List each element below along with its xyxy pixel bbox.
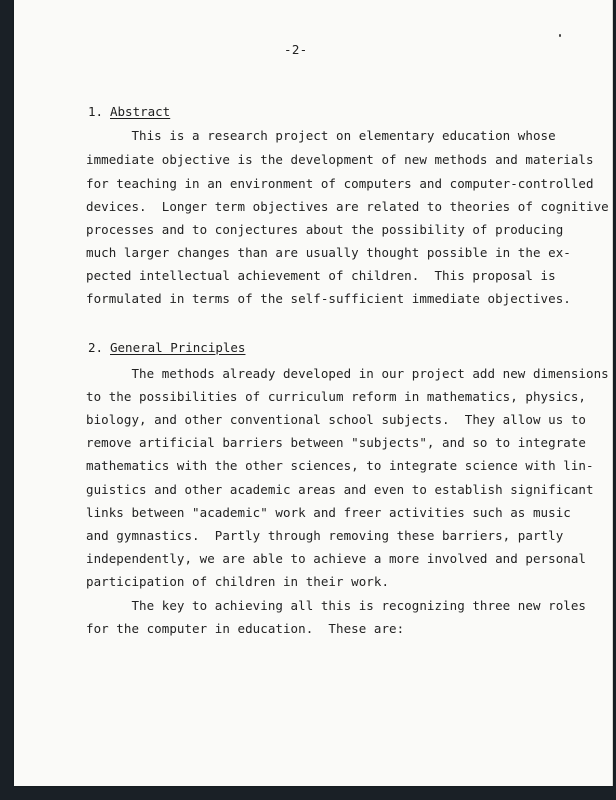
text-line: links between "academic" work and freer activities such as music [86, 505, 571, 520]
text-line: pected intellectual achievement of children. This proposal is [86, 268, 556, 283]
text-line: for the computer in education. These are: [86, 621, 405, 636]
section-heading-general-principles [88, 340, 245, 355]
text-line: to the possibilities of curriculum reform in mathematics, physics, [86, 389, 586, 404]
text-line: The key to achieving all this is recognizing three new roles [86, 598, 586, 613]
text-line: The methods already developed in our project add new dimensions [86, 366, 609, 381]
paper-speck [559, 34, 561, 37]
text-line: biology, and other conventional school subjects. They allow us to [86, 412, 586, 427]
text-line: This is a research project on elementary education whose [86, 128, 556, 143]
text-line: and gymnastics. Partly through removing these barriers, partly [86, 528, 564, 543]
text-line: mathematics with the other sciences, to integrate science with lin- [86, 458, 594, 473]
text-line: guistics and other academic areas and even to establish significant [86, 482, 594, 497]
text-line: immediate objective is the development of new methods and materials [86, 152, 594, 167]
text-line: independently, we are able to achieve a more involved and personal [86, 551, 586, 566]
text-line: participation of children in their work. [86, 574, 390, 589]
section-heading-abstract [88, 104, 170, 119]
text-line: formulated in terms of the self-sufficient immediate objectives. [86, 291, 571, 306]
section-title: Abstract [110, 104, 171, 119]
text-line: much larger changes than are usually thought possible in the ex- [86, 245, 571, 260]
document-page [14, 0, 613, 786]
page-number: -2- [284, 42, 308, 57]
text-line: devices. Longer term objectives are related to theories of cognitive [86, 199, 609, 214]
section-title: General Principles [110, 340, 246, 355]
text-line: remove artificial barriers between "subjects", and so to integrate [86, 435, 586, 450]
section-number: 1. [88, 104, 104, 119]
section-number: 2. [88, 340, 104, 355]
text-line: processes and to conjectures about the possibility of producing [86, 222, 564, 237]
text-line: for teaching in an environment of computers and computer-controlled [86, 176, 594, 191]
